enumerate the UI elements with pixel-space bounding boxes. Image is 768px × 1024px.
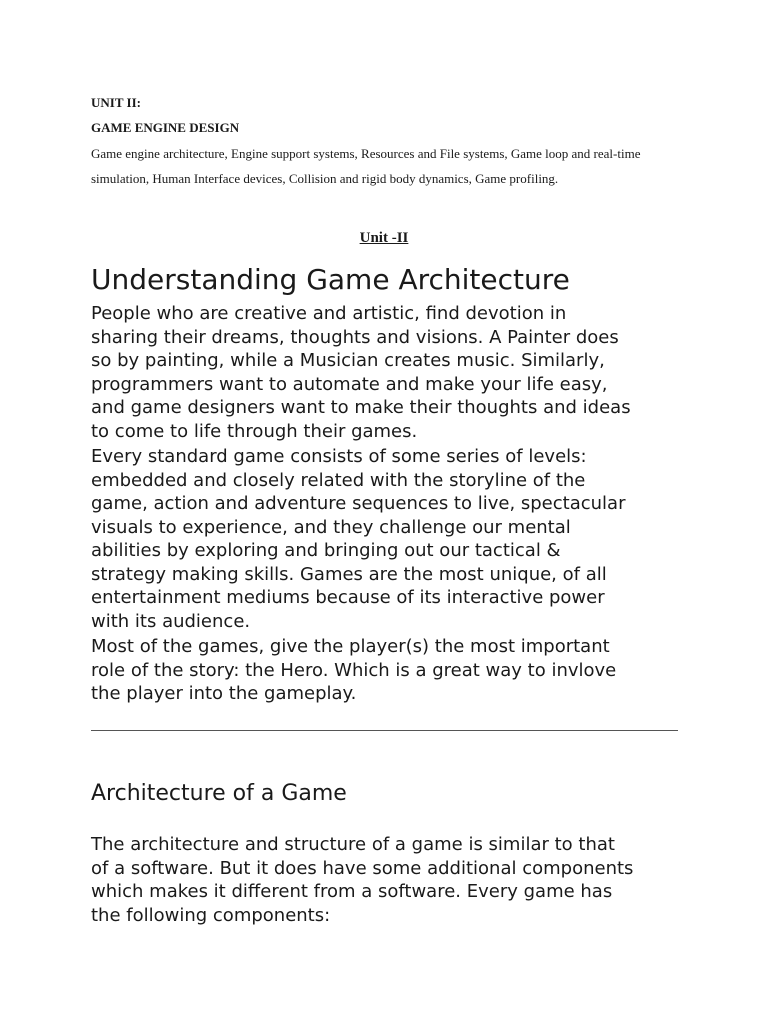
unit-label: UNIT II: (91, 95, 141, 110)
body-paragraph-4: The architecture and structure of a game is similar to that of a software. But it does have some additional components which makes it different from a software. Every game has the following components: (91, 834, 634, 926)
horizontal-divider (91, 730, 678, 731)
section-title: GAME ENGINE DESIGN (91, 120, 240, 135)
body-paragraph-3: Most of the games, give the player(s) the most important role of the story: the Hero. Which is a great way to invlove the player into the gameplay. (91, 636, 617, 704)
syllabus-text: Game engine architecture, Engine support systems, Resources and File systems, Game loop and real-time simulation, Human Interface devices, Collision and rigid body dynamics, Game profiling. (91, 146, 641, 186)
body-paragraph-1: People who are creative and artistic, find devotion in sharing their dreams, thoughts and visions. A Painter does so by painting, while a Musician creates music. Similarly, programmers want to automate and make your life easy, and game designers want to make their thoughts and ideas to come to life through their games. (91, 303, 631, 442)
page-title: Understanding Game Architecture (91, 263, 570, 296)
body-paragraph-2: Every standard game consists of some series of levels: embedded and closely related with the storyline of the game, action and adventure sequences to live, spectacular visuals to experience, and they challenge our mental abilities by exploring and bringing out our tactical & strategy making skills. Games are the most unique, of all entertainment mediums because of its interactive power with its audience. (91, 446, 626, 632)
unit-heading: Unit -II (359, 230, 409, 246)
section-subheading: Architecture of a Game (91, 781, 347, 806)
